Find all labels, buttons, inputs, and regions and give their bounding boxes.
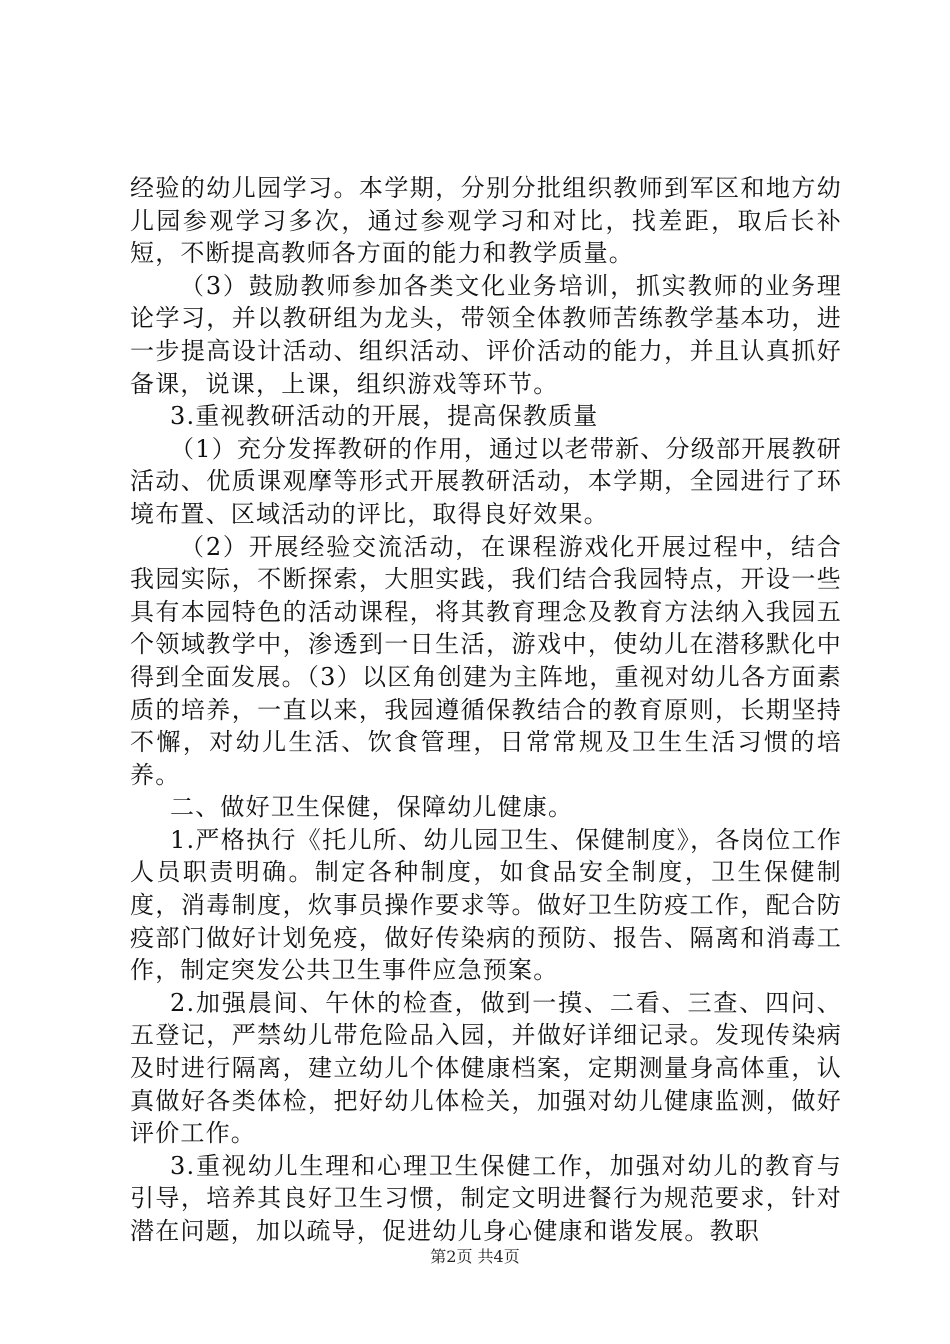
page-footer: 第2页 共4页 <box>430 1247 520 1266</box>
paragraph-1: 经验的幼儿园学习。本学期，分别分批组织教师到军区和地方幼儿园参观学习多次，通过参观学习和对比，找差距，取后长补短，不断提高教师各方面的能力和教学质量。 <box>130 174 842 268</box>
paragraph-2: （3）鼓励教师参加各类文化业务培训，抓实教师的业务理论学习，并以教研组为龙头，带领全体教师苦练教学基本功，进一步提高设计活动、组织活动、评价活动的能力，并且认真抓好备课，说课，上课，组织游戏等环节。 <box>130 271 842 398</box>
section-heading-health: 二、做好卫生保健，保障幼儿健康。 <box>170 793 574 822</box>
paragraph-6: 2.加强晨间、午休的检查，做到一摸、二看、三查、四问、五登记，严禁幼儿带危险品入园，并做好详细记录。发现传染病及时进行隔离，建立幼儿个体健康档案，定期测量身高体重，认真做好各类体检，把好幼儿体检关，加强对幼儿健康监测，做好评价工作。 <box>130 988 842 1148</box>
document-body <box>130 172 842 1248</box>
paragraph-3: （1）充分发挥教研的作用，通过以老带新、分级部开展教研活动、优质课观摩等形式开展教研活动，本学期，全园进行了环境布置、区域活动的评比，取得良好效果。 <box>130 434 842 528</box>
section-heading-teaching-research: 3.重视教研活动的开展，提高保教质量 <box>170 402 599 431</box>
paragraph-4: （2）开展经验交流活动，在课程游戏化开展过程中，结合我园实际，不断探索，大胆实践，我们结合我园特点，开设一些具有本园特色的活动课程，将其教育理念及教育方法纳入我园五个领域教学中，渗透到一日生活，游戏中，使幼儿在潜移默化中得到全面发展。（3）以区角创建为主阵地，重视对幼儿各方面素质的培养，一直以来，我园遵循保教结合的教育原则，长期坚持不懈，对幼儿生活、饮食管理，日常常规及卫生生活习惯的培养。 <box>130 532 842 789</box>
paragraph-5: 1.严格执行《托儿所、幼儿园卫生、保健制度》，各岗位工作人员职责明确。制定各种制度，如食品安全制度，卫生保健制度，消毒制度，炊事员操作要求等。做好卫生防疫工作，配合防疫部门做好计划免疫，做好传染病的预防、报告、隔离和消毒工作，制定突发公共卫生事件应急预案。 <box>130 825 842 985</box>
paragraph-7: 3.重视幼儿生理和心理卫生保健工作，加强对幼儿的教育与引导，培养其良好卫生习惯，制定文明进餐行为规范要求，针对潜在问题，加以疏导，促进幼儿身心健康和谐发展。教职 <box>130 1151 842 1245</box>
